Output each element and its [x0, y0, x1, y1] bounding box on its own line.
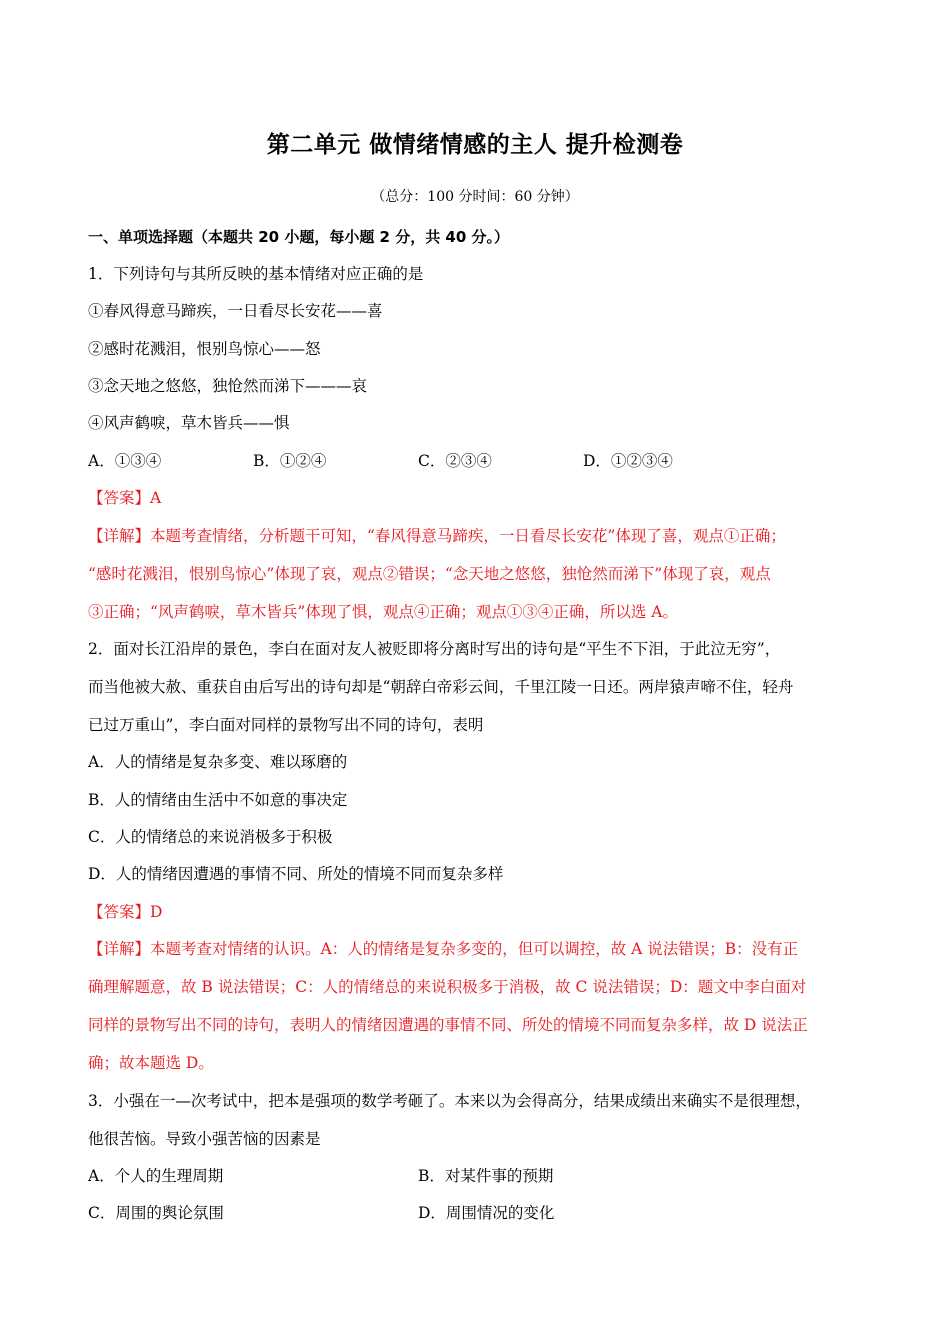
question-3-option-b: B．对某件事的预期: [418, 1167, 554, 1185]
question-2-option-a: A．人的情绪是复杂多变、难以琢磨的: [88, 753, 348, 771]
question-2-option-b: B．人的情绪由生活中不如意的事决定: [88, 791, 348, 809]
question-1-stem: 1．下列诗句与其所反映的基本情绪对应正确的是: [88, 265, 424, 283]
question-2-detail: 确理解题意，故 B 说法错误；C：人的情绪总的来说积极多于消极，故 C 说法错误；D：题文中李白面对: [88, 978, 807, 996]
question-3-stem: 3．小强在一—次考试中，把本是强项的数学考砸了。本来以为会得高分，结果成绩出来确实不是很理想，: [88, 1092, 811, 1110]
question-1-detail: “感时花溅泪，恨别鸟惊心”体现了哀，观点②错误；“念天地之悠悠，独怆然而涕下”体现了哀，观点: [88, 565, 771, 583]
question-3-stem: 他很苦恼。导致小强苦恼的因素是: [88, 1130, 321, 1148]
question-1-option-c: C．②③④: [418, 452, 492, 470]
question-1-item: ①春风得意马蹄疾，一日看尽长安花——喜: [88, 302, 383, 320]
question-2-option-d: D．人的情绪因遭遇的事情不同、所处的情境不同而复杂多样: [88, 865, 504, 883]
section-heading: 一、单项选择题（本题共 20 小题，每小题 2 分，共 40 分。）: [88, 228, 510, 246]
page-title: 第二单元 做情绪情感的主人 提升检测卷: [266, 132, 684, 158]
question-2-option-c: C．人的情绪总的来说消极多于积极: [88, 828, 333, 846]
question-1-answer: 【答案】A: [88, 489, 162, 507]
question-3-option-d: D．周围情况的变化: [418, 1204, 555, 1222]
question-2-stem: 已过万重山”，李白面对同样的景物写出不同的诗句，表明: [88, 716, 484, 734]
question-2-answer: 【答案】D: [88, 903, 163, 921]
question-2-stem: 而当他被大赦、重获自由后写出的诗句却是“朝辞白帝彩云间，千里江陵一日还。两岸猿声啼不住，轻舟: [88, 678, 794, 696]
question-2-detail: 同样的景物写出不同的诗句，表明人的情绪因遭遇的事情不同、所处的情境不同而复杂多样，故 D 说法正: [88, 1016, 808, 1034]
question-1-option-a: A．①③④: [88, 452, 162, 470]
question-1-item: ③念天地之悠悠，独怆然而涕下———哀: [88, 377, 368, 395]
question-1-option-d: D．①②③④: [583, 452, 673, 470]
question-3-option-c: C．周围的舆论氛围: [88, 1204, 224, 1222]
question-1-item: ④风声鹤唳，草木皆兵——惧: [88, 414, 290, 432]
exam-info: （总分：100 分时间：60 分钟）: [371, 189, 579, 205]
question-1-detail: ③正确；“风声鹤唳，草木皆兵”体现了惧，观点④正确；观点①③④正确，所以选 A。: [88, 603, 678, 621]
question-1-item: ②感时花溅泪，恨别鸟惊心——怒: [88, 340, 321, 358]
question-1-detail: 【详解】本题考查情绪，分析题干可知，“春风得意马蹄疾，一日看尽长安花”体现了喜，观点①正确；: [88, 527, 786, 545]
question-3-option-a: A．个人的生理周期: [88, 1167, 224, 1185]
question-2-stem: 2．面对长江沿岸的景色，李白在面对友人被贬即将分离时写出的诗句是“平生不下泪，于此泣无穷”，: [88, 640, 781, 658]
question-2-detail: 【详解】本题考查对情绪的认识。A：人的情绪是复杂多变的，但可以调控，故 A 说法错误；B：没有正: [88, 940, 799, 958]
question-2-detail: 确；故本题选 D。: [88, 1054, 214, 1072]
question-1-option-b: B．①②④: [253, 452, 327, 470]
